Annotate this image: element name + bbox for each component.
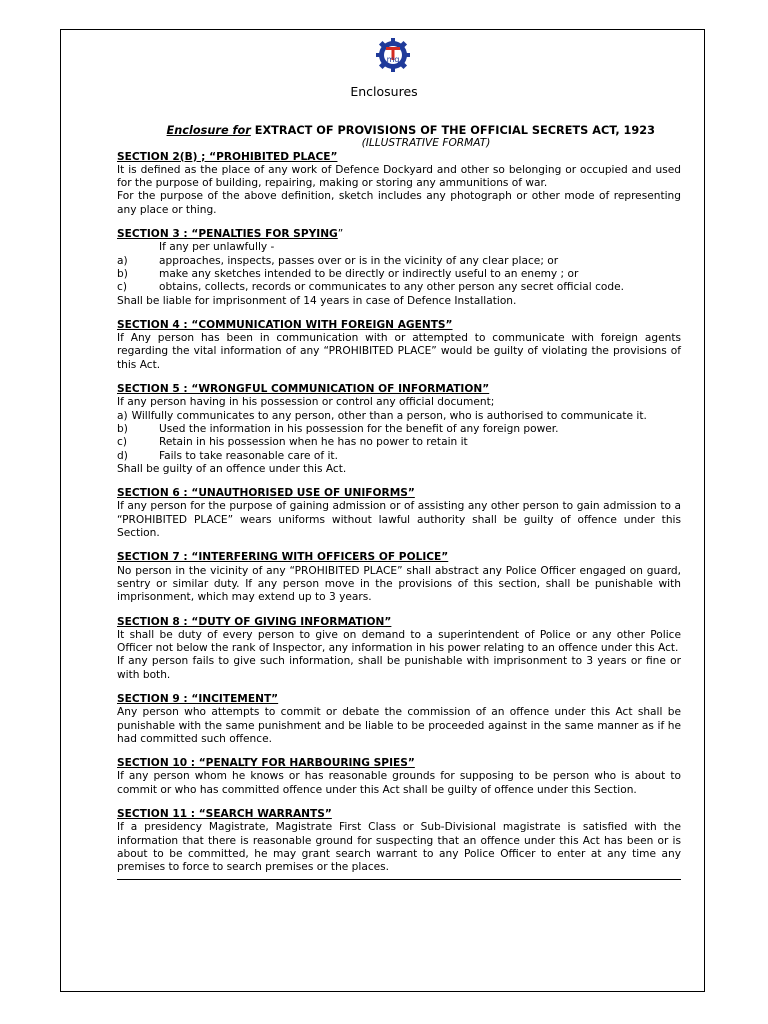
section-8-heading: SECTION 8 : “DUTY OF GIVING INFORMATION” — [117, 615, 392, 628]
section-9-heading: SECTION 9 : “INCITEMENT” — [117, 692, 279, 705]
section-2b-paragraph: It is defined as the place of any work of Defence Dockyard and other so belonging or occupied and used for the purpose of building, repairing, making or storing any ammunitions of war. — [117, 163, 681, 190]
list-text: make any sketches intended to be directly or indirectly useful to an enemy ; or — [159, 267, 579, 280]
list-item — [117, 450, 681, 463]
list-item — [117, 281, 681, 294]
list-text: Used the information in his possession for the benefit of any foreign power. — [159, 422, 559, 435]
list-item — [117, 423, 681, 436]
list-item — [117, 436, 681, 449]
list-label: c) — [117, 281, 127, 294]
list-label: a) — [117, 409, 128, 422]
section-10-heading: SECTION 10 : “PENALTY FOR HARBOURING SPIES” — [117, 757, 415, 770]
section-8-paragraph: It shall be duty of every person to give on demand to a superintendent of Police or any other Police Officer not below the rank of Inspector, any information in his power relating to an offence under this Act. — [117, 628, 681, 655]
enclosures-label: Enclosures — [350, 84, 418, 99]
section-3-heading-tail: ” — [337, 228, 344, 241]
section-3-intro: If any per unlawfully - — [159, 241, 275, 254]
section-4-paragraph: If Any person has been in communication with or attempted to communicate with foreign agents regarding the vital information of any “PROHIBITED PLACE” would be guilty of violating the provisions of this Act. — [117, 332, 681, 371]
section-4-heading: SECTION 4 : “COMMUNICATION WITH FOREIGN AGENTS” — [117, 318, 453, 331]
section-9-paragraph: Any person who attempts to commit or debate the commission of an offence under this Act shall be punishable with the same punishment and be liable to be proceeded against in the same manner as if he had committed such offence. — [117, 706, 681, 745]
section-7-paragraph: No person in the vicinity of any “PROHIBITED PLACE” shall abstract any Police Officer engaged on guard, sentry or similar duty. If any person move in the provisions of this section, shall be punishable with imprisonment, which may extend up to 3 years. — [117, 564, 681, 604]
section-11-heading: SECTION 11 : “SEARCH WARRANTS” — [117, 808, 332, 821]
section-11-paragraph: If a presidency Magistrate, Magistrate First Class or Sub-Divisional magistrate is satisfied with the information that there is reasonable ground for suspecting that an offence under this Act has been or is about to be committed, he may grant search warrant to any Police Officer to enter at any time any premises to force to search premises or the places. — [117, 821, 681, 874]
list-label: a) — [117, 254, 128, 267]
section-6-paragraph: If any person for the purpose of gaining admission or of assisting any other person to gain admission to a “PROHIBITED PLACE” wears uniforms without lawful authority shall be guilty of offence under this Section. — [117, 500, 681, 540]
section-6-heading: SECTION 6 : “UNAUTHORISED USE OF UNIFORMS” — [117, 487, 415, 500]
list-text: Retain in his possession when he has no power to retain it — [159, 436, 468, 449]
document-body — [117, 124, 681, 880]
section-5-closing: Shall be guilty of an offence under this Act. — [117, 462, 347, 475]
document-subtitle: (ILLUSTRATIVE FORMAT) — [361, 137, 491, 150]
section-2b-heading: SECTION 2(B) ; “PROHIBITED PLACE” — [117, 150, 338, 163]
section-3-closing: Shall be liable for imprisonment of 14 years in case of Defence Installation. — [117, 294, 517, 307]
list-label: d) — [117, 449, 128, 462]
list-item — [117, 255, 681, 268]
emblem-logo — [376, 38, 410, 84]
section-3-heading — [117, 228, 681, 241]
list-text: obtains, collects, records or communicates to any other person any secret official code. — [159, 281, 625, 294]
list-text: Fails to take reasonable care of it. — [159, 449, 338, 462]
list-text: Willfully communicates to any person, other than a person, who is authorised to communicate it. — [131, 409, 647, 422]
section-2b-paragraph-2: For the purpose of the above definition, sketch includes any photograph or other mode of representing any place or thing. — [117, 190, 681, 216]
title-text: EXTRACT OF PROVISIONS OF THE OFFICIAL SECRETS ACT, 1923 — [250, 124, 655, 137]
list-text: approaches, inspects, passes over or is in the vicinity of any clear place; or — [159, 254, 559, 267]
section-3-heading-text: SECTION 3 : “PENALTIES FOR SPYING — [117, 228, 338, 241]
title-prefix: Enclosure for — [166, 124, 251, 137]
bottom-divider — [117, 878, 681, 880]
list-label: c) — [117, 436, 127, 449]
list-label: b) — [117, 422, 128, 435]
section-5-heading: SECTION 5 : “WRONGFUL COMMUNICATION OF INFORMATION” — [117, 383, 490, 396]
list-label: b) — [117, 267, 128, 280]
list-item — [117, 268, 681, 281]
logo-text: mq — [386, 55, 400, 64]
section-10-paragraph: If any person whom he knows or has reasonable grounds for supposing to be person who is about to commit or who has committed offence under this Act shall be guilty of offence under this Section. — [117, 770, 681, 796]
list-item — [117, 410, 681, 423]
section-7-heading: SECTION 7 : “INTERFERING WITH OFFICERS OF POLICE” — [117, 551, 449, 564]
document-title — [117, 124, 681, 137]
section-8-paragraph-2: If any person fails to give such information, shall be punishable with imprisonment to 3 years or fine or with both. — [117, 655, 681, 681]
section-5-intro: If any person having in his possession or control any official document; — [117, 396, 495, 409]
